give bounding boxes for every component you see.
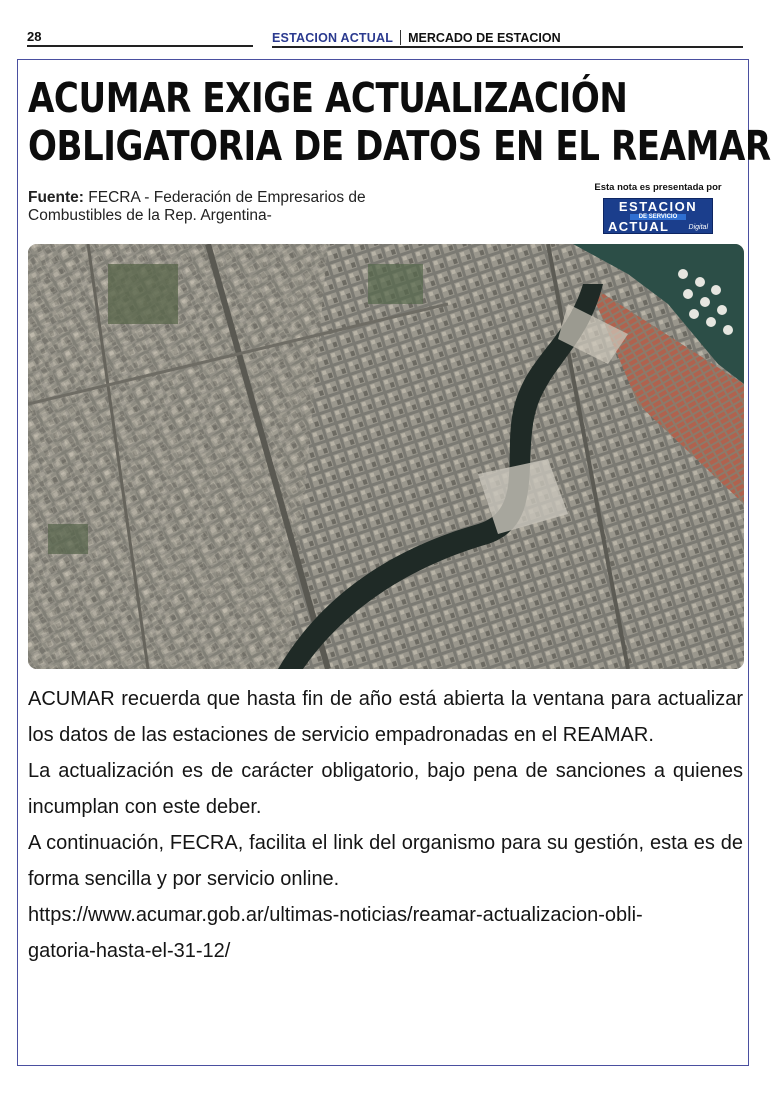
running-header [272, 30, 561, 45]
logo-line-2: DE SERVICIO [630, 214, 686, 220]
sponsor-caption: Esta nota es presentada por [594, 182, 722, 193]
header-divider [400, 30, 401, 45]
sponsor-block [578, 182, 738, 234]
headline-line-1: ACUMAR EXIGE ACTUALIZACIÓN [28, 74, 628, 122]
logo-line-1: ESTACION [618, 199, 698, 214]
subsection-name: MERCADO DE ESTACION [408, 30, 561, 45]
source-text: FECRA - Federación de Empresarios de Combustibles de la Rep. Argentina- [28, 189, 366, 224]
aerial-city-image [28, 244, 744, 669]
estacion-actual-logo[interactable] [603, 198, 713, 234]
header-rule-right [272, 46, 743, 48]
aerial-photo [28, 244, 744, 669]
article-body [28, 681, 743, 969]
paragraph-1: ACUMAR recuerda que hasta fin de año está abierta la ventana para actualizar los datos de las estaciones de servicio empadronadas en el REAMAR. [28, 688, 743, 746]
logo-line-3: ACTUAL [608, 219, 670, 234]
article-link-line-1[interactable]: https://www.acumar.gob.ar/ultimas-noticias/reamar-actualizacion-obli- [28, 904, 643, 926]
logo-line-4: Digital [688, 224, 708, 231]
article-source [28, 189, 448, 225]
article-headline [28, 74, 771, 170]
paragraph-3: A continuación, FECRA, facilita el link del organismo para su gestión, esta es de forma sencilla y por servicio online. [28, 832, 743, 890]
paragraph-2: La actualización es de carácter obligatorio, bajo pena de sanciones a quienes incumplan con este deber. [28, 760, 743, 818]
article-link-line-2[interactable]: gatoria-hasta-el-31-12/ [28, 940, 231, 962]
section-name: ESTACION ACTUAL [272, 30, 394, 45]
page-number: 28 [27, 29, 42, 44]
source-label: Fuente: [28, 189, 84, 206]
headline-line-2: OBLIGATORIA DE DATOS EN EL REAMAR [28, 122, 771, 170]
header-rule-left [27, 45, 253, 47]
